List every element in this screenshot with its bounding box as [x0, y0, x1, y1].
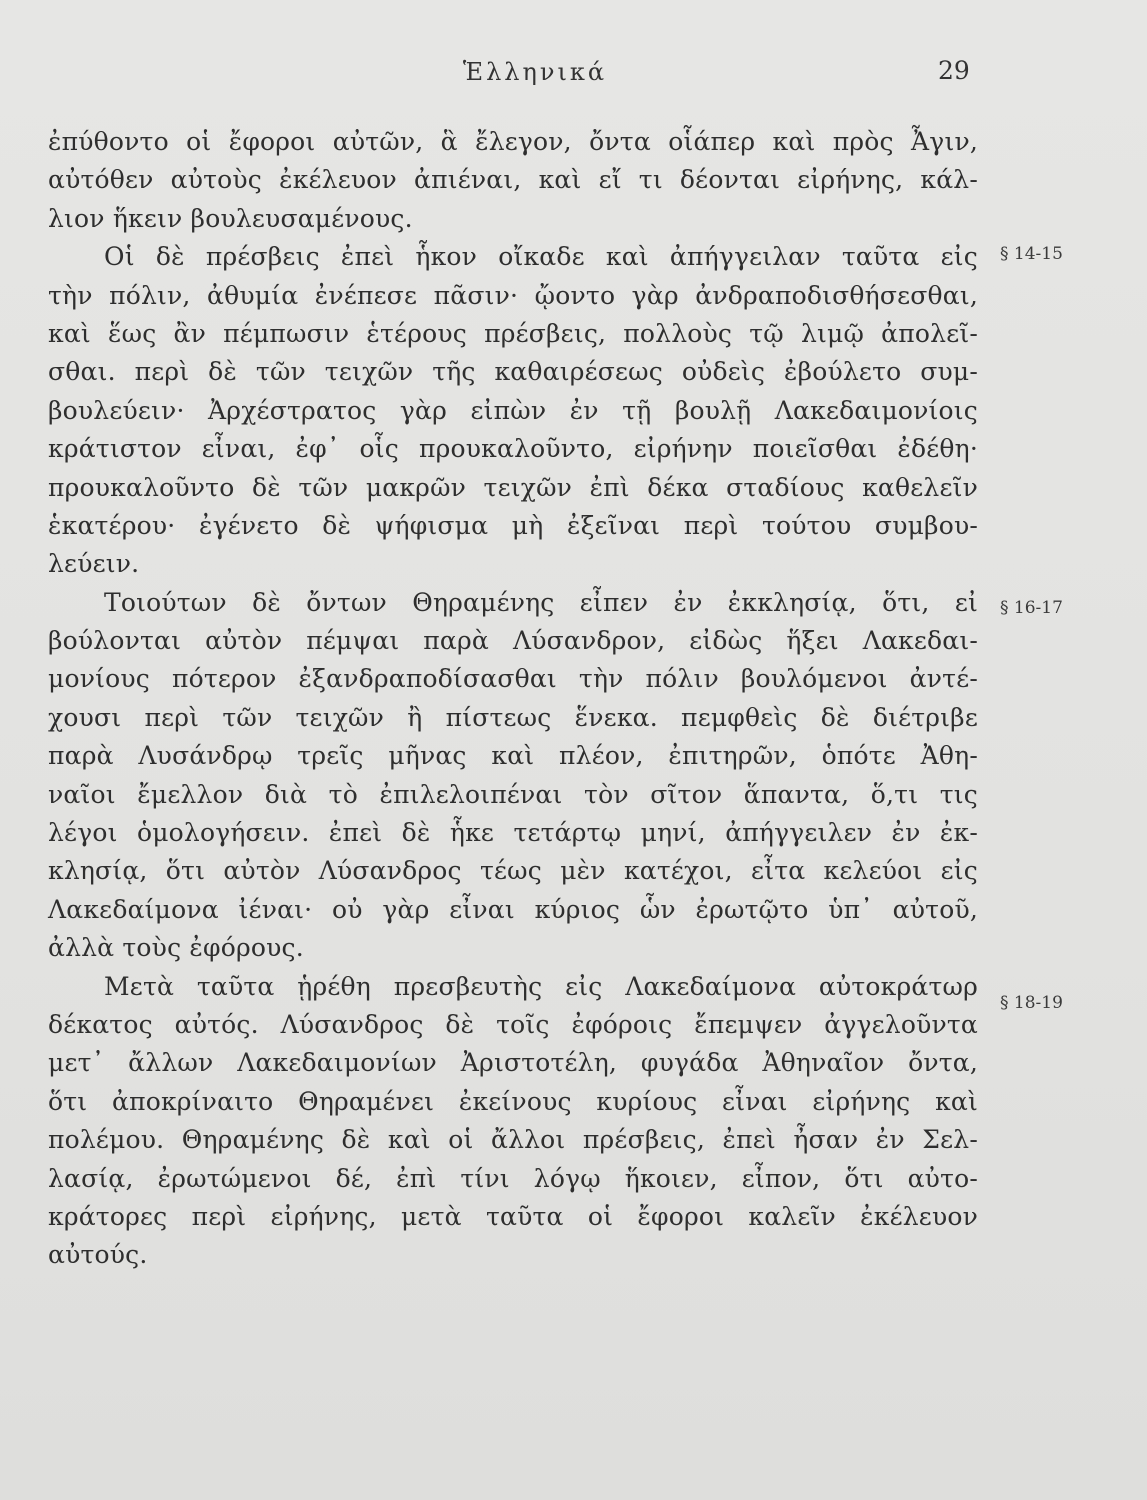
- running-title: Ἑλληνικά: [462, 58, 608, 86]
- text-line: κράτιστον εἶναι, ἐφ᾽ οἷς προυκαλοῦντο, εἰρήνην ποιεῖσθαι ἐδέθη·: [48, 434, 978, 464]
- marginal-section-note: § 18-19: [1000, 993, 1063, 1013]
- text-line: χουσι περὶ τῶν τειχῶν ἢ πίστεως ἕνεκα. πεμφθεὶς δὲ διέτριβε: [48, 702, 978, 732]
- text-line: λασίᾳ, ἐρωτώμενοι δέ, ἐπὶ τίνι λόγῳ ἥκοιεν, εἶπον, ὅτι αὐτο-: [48, 1163, 978, 1193]
- text-line: αὐτούς.: [48, 1240, 148, 1270]
- text-line: ἀλλὰ τοὺς ἐφόρους.: [48, 933, 304, 963]
- text-line: μετ᾽ ἄλλων Λακεδαιμονίων Ἀριστοτέλη, φυγάδα Ἀθηναῖον ὄντα,: [48, 1048, 978, 1078]
- body-text: [48, 123, 978, 1275]
- text-line: αὐτόθεν αὐτοὺς ἐκέλευον ἀπιέναι, καὶ εἴ τι δέονται εἰρήνης, κάλ-: [48, 165, 978, 195]
- text-line: βουλεύειν· Ἀρχέστρατος γὰρ εἰπὼν ἐν τῇ βουλῇ Λακεδαιμονίοις: [48, 395, 978, 425]
- text-line: δέκατος αὐτός. Λύσανδρος δὲ τοῖς ἐφόροις ἔπεμψεν ἀγγελοῦντα: [48, 1009, 978, 1039]
- text-line: βούλονται αὐτὸν πέμψαι παρὰ Λύσανδρον, εἰδὼς ἥξει Λακεδαι-: [48, 626, 978, 656]
- text-line: πολέμου. Θηραμένης δὲ καὶ οἱ ἄλλοι πρέσβεις, ἐπεὶ ἦσαν ἐν Σελ-: [48, 1125, 978, 1155]
- text-line: σθαι. περὶ δὲ τῶν τειχῶν τῆς καθαιρέσεως οὐδεὶς ἐβούλετο συμ-: [48, 357, 978, 387]
- text-line: ἑκατέρου· ἐγένετο δὲ ψήφισμα μὴ ἐξεῖναι περὶ τούτου συμβου-: [48, 510, 978, 540]
- text-line: καὶ ἕως ἂν πέμπωσιν ἑτέρους πρέσβεις, πολλοὺς τῷ λιμῷ ἀπολεῖ-: [48, 318, 978, 348]
- text-line: λεύειν.: [48, 549, 140, 579]
- paragraph-first-line: Οἱ δὲ πρέσβεις ἐπεὶ ἧκον οἴκαδε καὶ ἀπήγγειλαν ταῦτα εἰς: [104, 242, 978, 272]
- paragraph-first-line: Τοιούτων δὲ ὄντων Θηραμένης εἶπεν ἐν ἐκκλησίᾳ, ὅτι, εἰ: [104, 587, 978, 617]
- text-line: τὴν πόλιν, ἀθυμία ἐνέπεσε πᾶσιν· ᾤοντο γὰρ ἀνδραποδισθήσεσθαι,: [48, 280, 978, 310]
- text-line: παρὰ Λυσάνδρῳ τρεῖς μῆνας καὶ πλέον, ἐπιτηρῶν, ὁπότε Ἀθη-: [48, 741, 978, 771]
- text-line: Λακεδαίμονα ἰέναι· οὐ γὰρ εἶναι κύριος ὧν ἐρωτῷτο ὑπ᾽ αὐτοῦ,: [48, 894, 978, 924]
- text-line: κράτορες περὶ εἰρήνης, μετὰ ταῦτα οἱ ἔφοροι καλεῖν ἐκέλευον: [48, 1201, 978, 1231]
- text-line: κλησίᾳ, ὅτι αὐτὸν Λύσανδρος τέως μὲν κατέχοι, εἶτα κελεύοι εἰς: [48, 856, 978, 886]
- page-number: 29: [938, 56, 970, 85]
- marginal-section-note: § 16-17: [1000, 598, 1063, 618]
- marginal-section-note: § 14-15: [1000, 244, 1063, 264]
- text-line: μονίους πότερον ἐξανδραποδίσασθαι τὴν πόλιν βουλόμενοι ἀντέ-: [48, 664, 978, 694]
- text-line: ἐπύθοντο οἱ ἔφοροι αὐτῶν, ἃ ἔλεγον, ὄντα οἷάπερ καὶ πρὸς Ἆγιν,: [48, 127, 978, 156]
- text-line: προυκαλοῦντο δὲ τῶν μακρῶν τειχῶν ἐπὶ δέκα σταδίους καθελεῖν: [48, 472, 978, 502]
- text-line: λέγοι ὁμολογήσειν. ἐπεὶ δὲ ἧκε τετάρτῳ μηνί, ἀπήγγειλεν ἐν ἐκ-: [48, 818, 978, 848]
- text-line: ναῖοι ἔμελλον διὰ τὸ ἐπιλελοιπέναι τὸν σῖτον ἅπαντα, ὅ,τι τις: [48, 779, 978, 809]
- paragraph-first-line: Μετὰ ταῦτα ᾑρέθη πρεσβευτὴς εἰς Λακεδαίμονα αὐτοκράτωρ: [104, 971, 978, 1001]
- text-line: λιον ἥκειν βουλευσαμένους.: [48, 203, 413, 233]
- text-line: ὅτι ἀποκρίναιτο Θηραμένει ἐκείνους κυρίους εἶναι εἰρήνης καὶ: [48, 1086, 978, 1116]
